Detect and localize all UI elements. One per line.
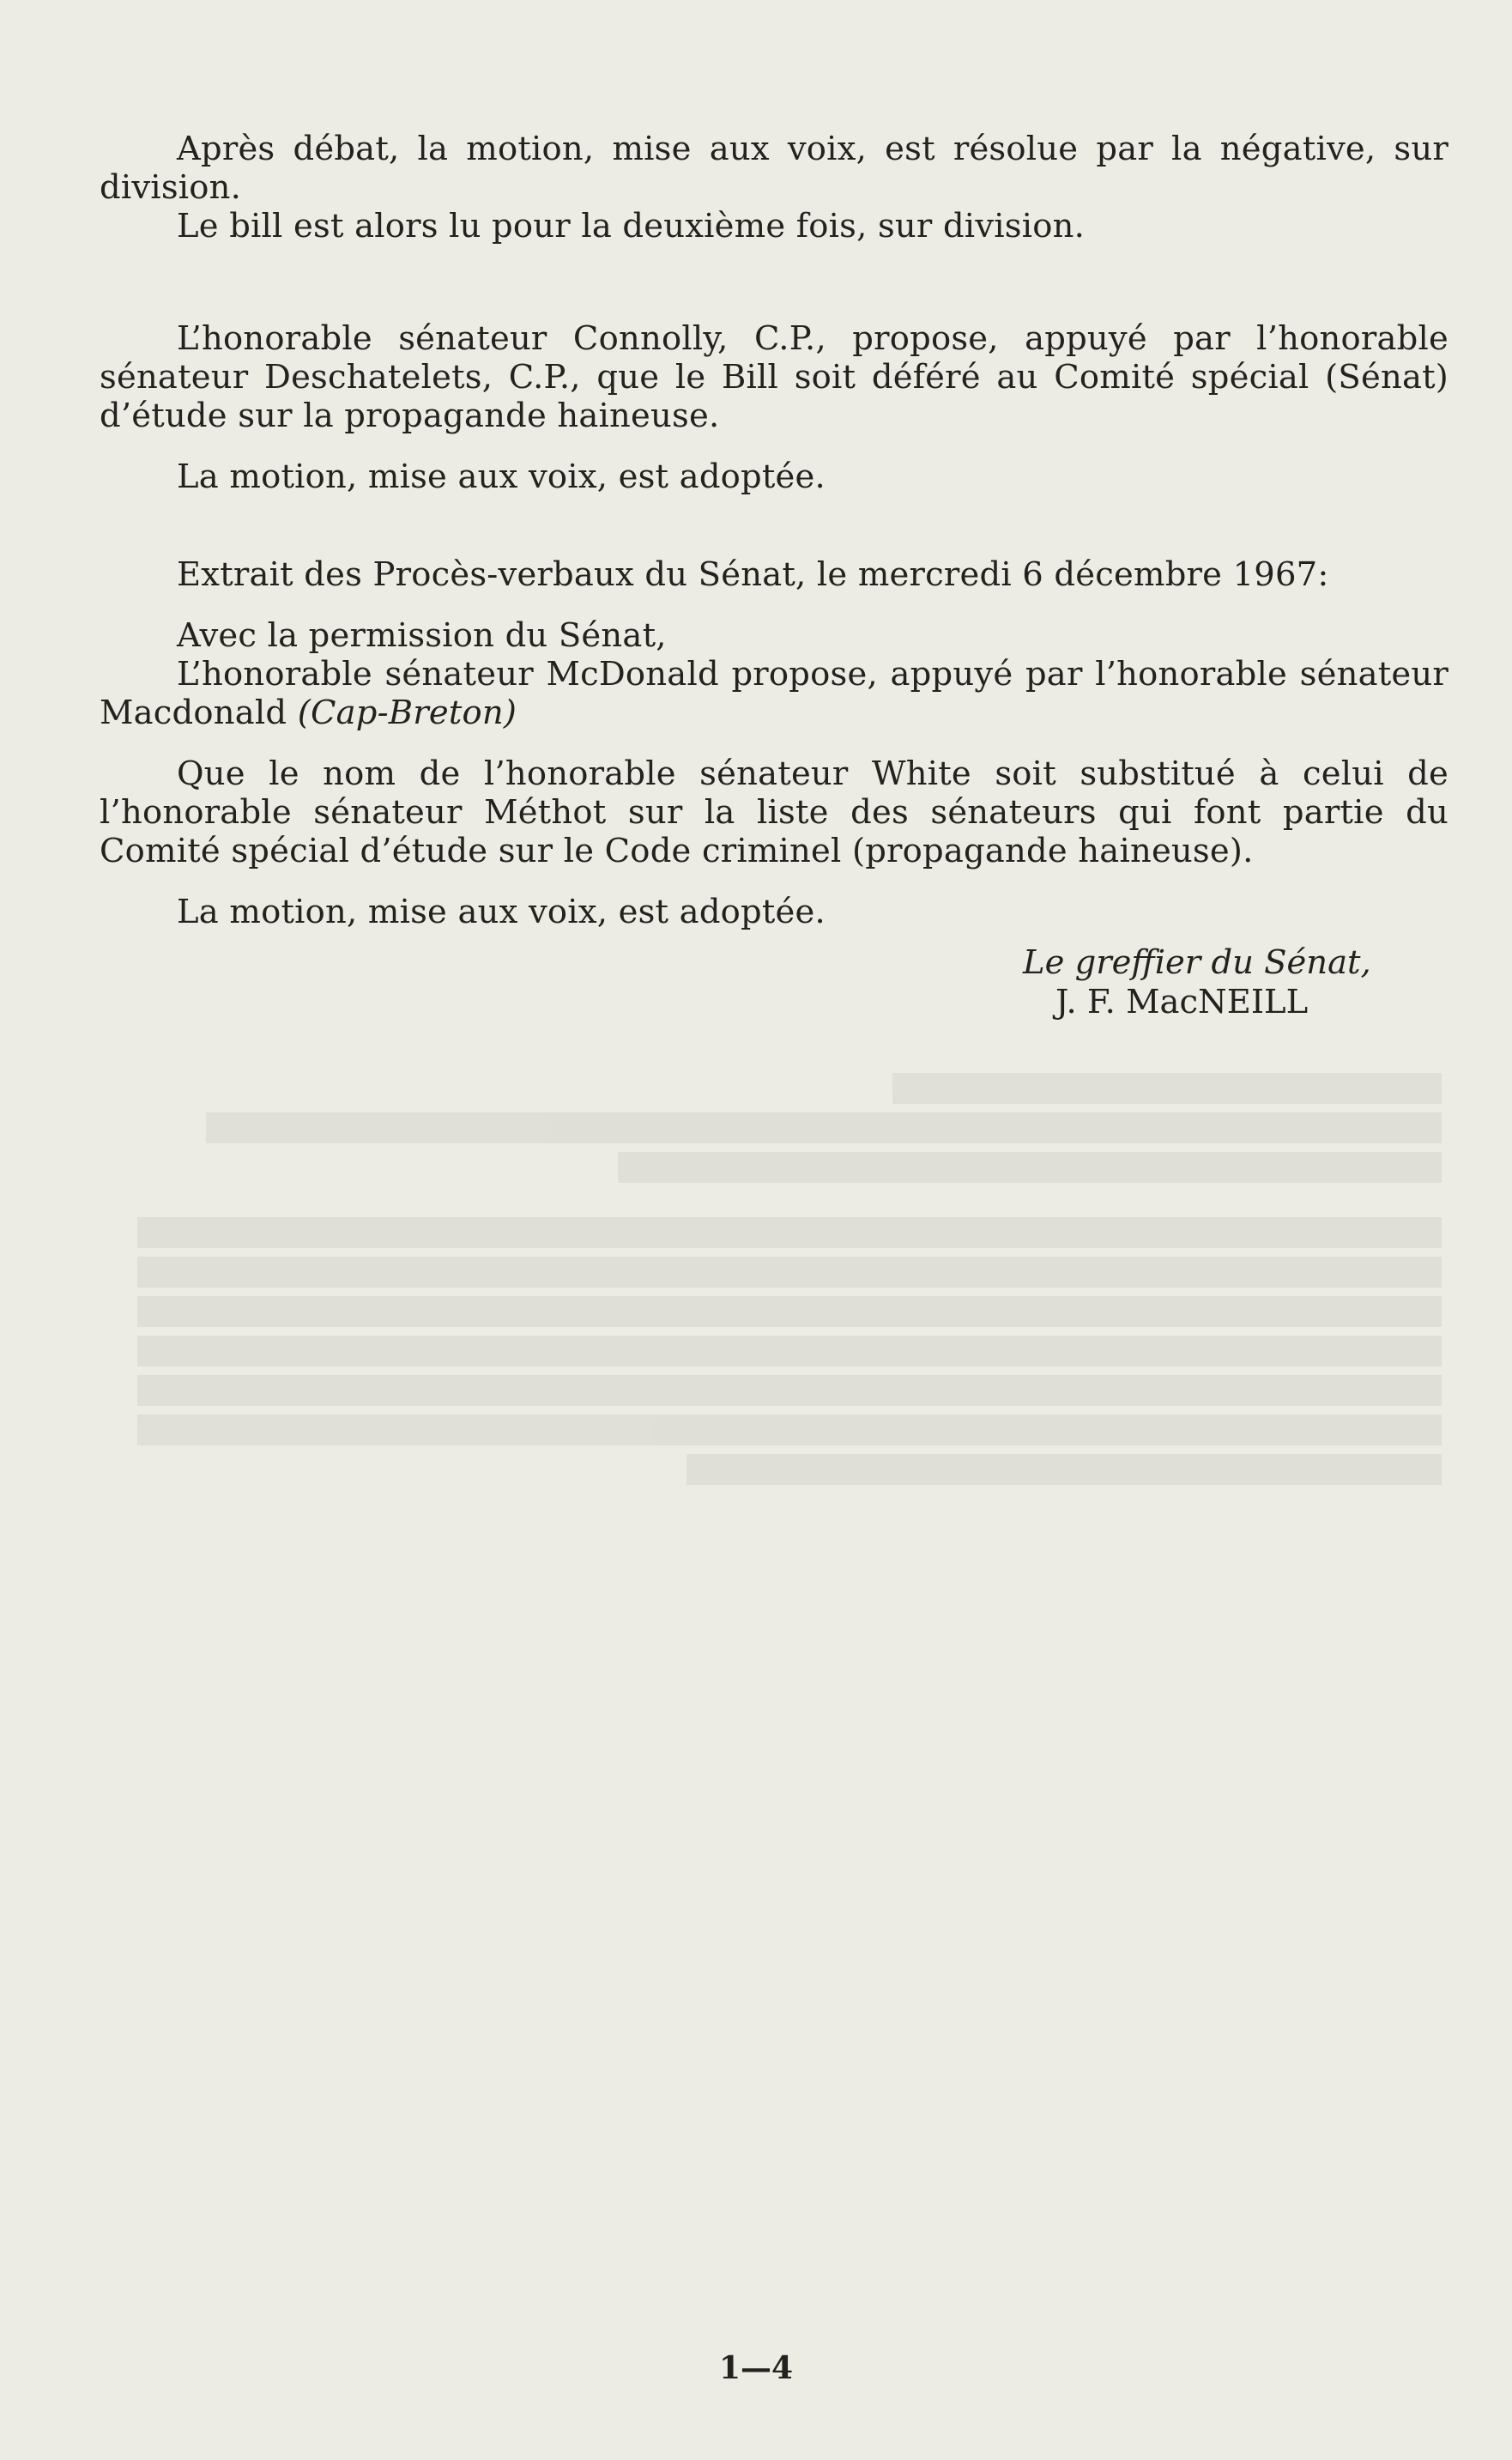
bleed-through-texture bbox=[69, 1064, 1442, 2352]
paragraph-motion-adopted-2: La motion, mise aux voix, est adoptée. bbox=[177, 893, 826, 931]
mcdonald-motion-text: L’honorable sénateur McDonald propose, appuyé par l’honorable sénateur Macdonald bbox=[100, 655, 1448, 732]
paragraph-mcdonald-motion bbox=[100, 655, 1448, 732]
paragraph-permission: Avec la permission du Sénat, bbox=[177, 616, 667, 655]
paragraph-connolly-motion: L’honorable sénateur Connolly, C.P., propose, appuyé par l’honorable sénateur Deschatelets, C.P., que le Bill soit déféré au Comité spécial (Sénat) d’étude sur la propagande haineuse. bbox=[100, 319, 1448, 435]
section-extract-minutes bbox=[100, 555, 1448, 931]
page-number: 1—4 bbox=[718, 2350, 794, 2386]
signature-title: Le greffier du Sénat, bbox=[1023, 943, 1371, 982]
paragraph-motion-adopted: La motion, mise aux voix, est adoptée. bbox=[177, 457, 826, 496]
paragraph-second-reading: Le bill est alors lu pour la deuxième fois, sur division. bbox=[177, 207, 1086, 245]
paragraph-extract-heading: Extrait des Procès-verbaux du Sénat, le mercredi 6 décembre 1967: bbox=[177, 555, 1329, 594]
section-debate-result bbox=[100, 130, 1448, 245]
paragraph-debate-result: Après débat, la motion, mise aux voix, est résolue par la négative, sur division. bbox=[100, 130, 1448, 207]
signature-name: J. F. MacNEILL bbox=[1055, 983, 1309, 1021]
section-connolly-motion bbox=[100, 319, 1448, 496]
cap-breton-italic: (Cap-Breton) bbox=[297, 694, 517, 732]
paragraph-substitution: Que le nom de l’honorable sénateur White soit substitué à celui de l’honorable sénateur Méthot sur la liste des sénateurs qui font partie du Comité spécial d’étude sur le Code criminel (propagande haineuse). bbox=[100, 754, 1448, 870]
